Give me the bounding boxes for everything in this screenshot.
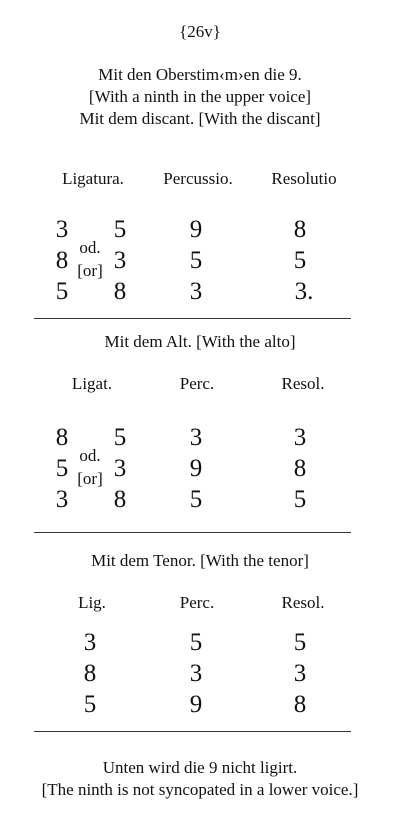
divider xyxy=(34,532,351,533)
lig-right-cell: 5 xyxy=(113,216,127,243)
intro-line-1: Mit den Oberstim‹m›en die 9. xyxy=(98,65,302,84)
intro-line-2: [With a ninth in the upper voice] xyxy=(88,87,312,106)
resol-cell: 5 xyxy=(293,486,307,513)
perc-cell: 3 xyxy=(189,278,203,305)
perc-cell: 5 xyxy=(189,629,203,656)
footer-line-2: [The ninth is not syncopated in a lower voice.] xyxy=(41,780,359,799)
header-lig: Lig. xyxy=(78,593,106,612)
resol-cell: 8 xyxy=(293,216,307,243)
lig-right-cell: 3 xyxy=(113,455,127,482)
section-title-alto: Mit dem Alt. [With the alto] xyxy=(104,332,296,351)
perc-cell: 3 xyxy=(189,424,203,451)
perc-cell: 5 xyxy=(189,247,203,274)
od-label: od. xyxy=(79,446,101,465)
lig-right-cell: 3 xyxy=(113,247,127,274)
footer-note xyxy=(0,757,400,801)
header-perc: Perc. xyxy=(179,374,215,393)
perc-cell: 5 xyxy=(189,486,203,513)
resol-cell: 3 xyxy=(293,424,307,451)
header-resol: Resol. xyxy=(281,593,325,612)
resol-cell: 3 xyxy=(293,660,307,687)
od-label: od. xyxy=(79,238,101,257)
header-ligatura: Ligatura. xyxy=(62,169,124,188)
resol-cell: 8 xyxy=(293,455,307,482)
section-title-tenor: Mit dem Tenor. [With the tenor] xyxy=(91,551,309,570)
header-ligat: Ligat. xyxy=(71,374,113,393)
lig-left-cell: 3 xyxy=(55,216,69,243)
header-resol: Resol. xyxy=(281,374,325,393)
lig-cell: 8 xyxy=(83,660,97,687)
resol-cell: 5 xyxy=(293,247,307,274)
lig-cell: 3 xyxy=(83,629,97,656)
lig-left-cell: 5 xyxy=(55,278,69,305)
lig-left-cell: 5 xyxy=(55,455,69,482)
or-label: [or] xyxy=(77,261,103,280)
intro-heading xyxy=(0,64,400,130)
header-percussio: Percussio. xyxy=(163,169,233,188)
divider xyxy=(34,731,351,732)
lig-left-cell: 3 xyxy=(55,486,69,513)
resol-cell: 8 xyxy=(293,691,307,718)
header-perc: Perc. xyxy=(179,593,215,612)
resol-cell: 3. xyxy=(294,278,314,305)
perc-cell: 9 xyxy=(189,455,203,482)
lig-cell: 5 xyxy=(83,691,97,718)
lig-left-cell: 8 xyxy=(55,424,69,451)
lig-right-cell: 8 xyxy=(113,278,127,305)
divider xyxy=(34,318,351,319)
perc-cell: 9 xyxy=(189,216,203,243)
perc-cell: 3 xyxy=(189,660,203,687)
intro-line-3: Mit dem discant. [With the discant] xyxy=(79,109,321,128)
or-label: [or] xyxy=(77,469,103,488)
header-resolutio: Resolutio xyxy=(271,169,337,188)
perc-cell: 9 xyxy=(189,691,203,718)
page-reference: {26v} xyxy=(179,22,221,41)
lig-left-cell: 8 xyxy=(55,247,69,274)
lig-right-cell: 8 xyxy=(113,486,127,513)
lig-right-cell: 5 xyxy=(113,424,127,451)
resol-cell: 5 xyxy=(293,629,307,656)
footer-line-1: Unten wird die 9 nicht ligirt. xyxy=(102,758,298,777)
